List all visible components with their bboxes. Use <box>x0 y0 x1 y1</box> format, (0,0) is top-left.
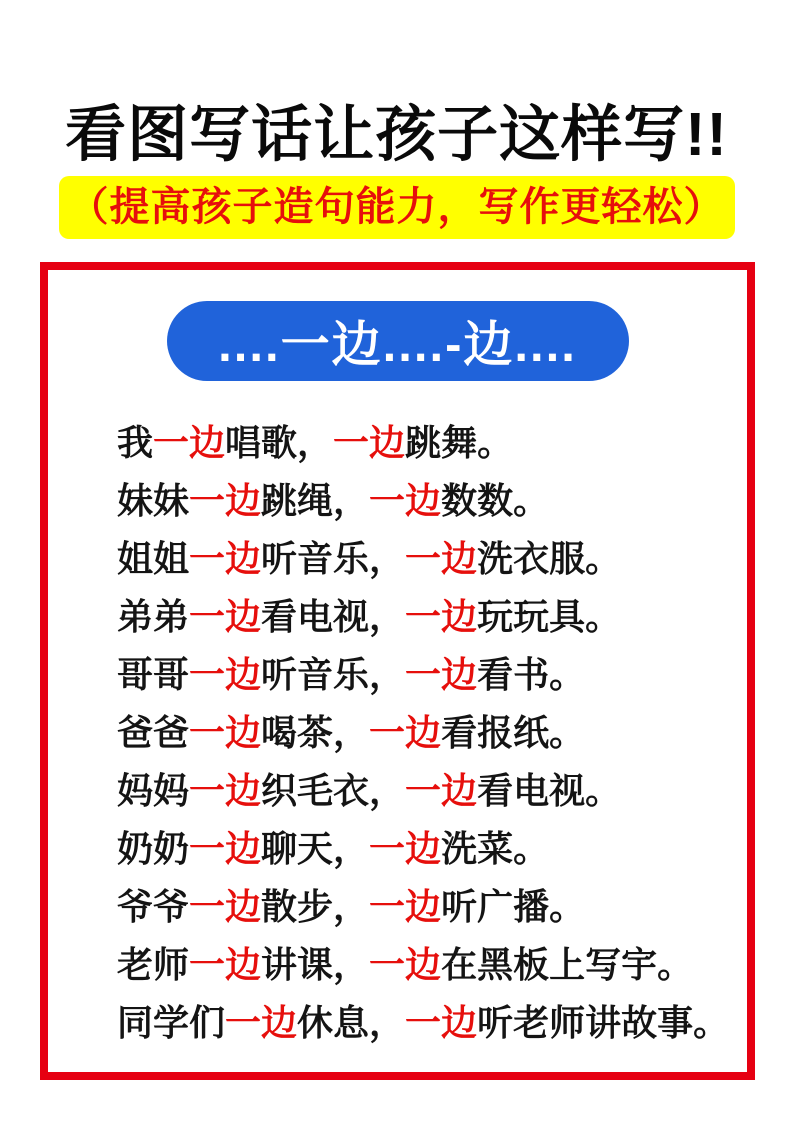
sentence-subject: 妈妈 <box>117 770 190 811</box>
sentence-action-2: 数数。 <box>441 480 550 521</box>
sentence-action-1: 讲课， <box>261 944 370 985</box>
sentence-row <box>117 472 747 530</box>
sentence-marker-1: 一边 <box>189 886 262 927</box>
sentence-subject: 我 <box>117 422 154 463</box>
sentence-marker-1: 一边 <box>189 712 262 753</box>
sentence-subject: 同学们 <box>117 1002 226 1043</box>
sentence-subject: 爷爷 <box>117 886 190 927</box>
sentence-marker-2: 一边 <box>369 480 442 521</box>
sentence-action-1: 听音乐， <box>261 538 406 579</box>
sentence-action-1: 唱歌， <box>225 422 334 463</box>
sentence-row <box>117 820 747 878</box>
sentence-marker-1: 一边 <box>189 480 262 521</box>
sentence-action-2: 看书。 <box>477 654 586 695</box>
sentence-marker-2: 一边 <box>369 944 442 985</box>
sentence-marker-2: 一边 <box>369 712 442 753</box>
subtitle-highlight: （提高孩子造句能力，写作更轻松） <box>59 176 735 239</box>
sentence-row <box>117 878 747 936</box>
sentence-marker-1: 一边 <box>225 1002 298 1043</box>
sentence-subject: 哥哥 <box>117 654 190 695</box>
sentence-action-2: 跳舞。 <box>405 422 514 463</box>
sentence-marker-2: 一边 <box>405 1002 478 1043</box>
sentence-subject: 妹妹 <box>117 480 190 521</box>
sentence-action-2: 看电视。 <box>477 770 622 811</box>
sentence-action-2: 玩玩具。 <box>477 596 622 637</box>
sentence-list <box>117 414 747 1052</box>
sentence-subject: 姐姐 <box>117 538 190 579</box>
page-title: 看图写话让孩子这样写!! <box>65 100 728 168</box>
sentence-row <box>117 994 747 1052</box>
sentence-action-1: 散步， <box>261 886 370 927</box>
sentence-row <box>117 414 747 472</box>
sentence-marker-2: 一边 <box>405 538 478 579</box>
sentence-marker-1: 一边 <box>189 596 262 637</box>
sentence-marker-2: 一边 <box>405 770 478 811</box>
sentence-subject: 老师 <box>117 944 190 985</box>
sentence-action-2: 洗衣服。 <box>477 538 622 579</box>
sentence-marker-2: 一边 <box>333 422 406 463</box>
sentence-marker-2: 一边 <box>369 886 442 927</box>
sentence-action-2: 在黑板上写宇。 <box>441 944 694 985</box>
sentence-action-2: 听广播。 <box>441 886 586 927</box>
content-card <box>40 262 755 1080</box>
sentence-marker-1: 一边 <box>189 944 262 985</box>
sentence-marker-1: 一边 <box>189 770 262 811</box>
sentence-action-1: 喝茶， <box>261 712 370 753</box>
sentence-subject: 奶奶 <box>117 828 190 869</box>
sentence-row <box>117 936 747 994</box>
sentence-marker-1: 一边 <box>189 654 262 695</box>
sentence-action-2: 听老师讲故事。 <box>477 1002 730 1043</box>
sentence-marker-1: 一边 <box>189 538 262 579</box>
sentence-subject: 爸爸 <box>117 712 190 753</box>
sentence-action-1: 聊天， <box>261 828 370 869</box>
sentence-action-1: 休息， <box>297 1002 406 1043</box>
sentence-row <box>117 646 747 704</box>
sentence-row <box>117 588 747 646</box>
sentence-marker-2: 一边 <box>405 654 478 695</box>
sentence-subject: 弟弟 <box>117 596 190 637</box>
sentence-marker-1: 一边 <box>153 422 226 463</box>
sentence-row <box>117 530 747 588</box>
sentence-action-1: 跳绳， <box>261 480 370 521</box>
pattern-header-badge: ....一边....-边.... <box>167 301 629 381</box>
sentence-row <box>117 704 747 762</box>
sentence-action-2: 看报纸。 <box>441 712 586 753</box>
sentence-action-1: 织毛衣， <box>261 770 406 811</box>
sentence-action-1: 听音乐， <box>261 654 406 695</box>
sentence-marker-2: 一边 <box>369 828 442 869</box>
sentence-marker-1: 一边 <box>189 828 262 869</box>
sentence-action-2: 洗菜。 <box>441 828 550 869</box>
sentence-action-1: 看电视， <box>261 596 406 637</box>
sentence-marker-2: 一边 <box>405 596 478 637</box>
sentence-row <box>117 762 747 820</box>
subtitle-row <box>0 176 793 239</box>
